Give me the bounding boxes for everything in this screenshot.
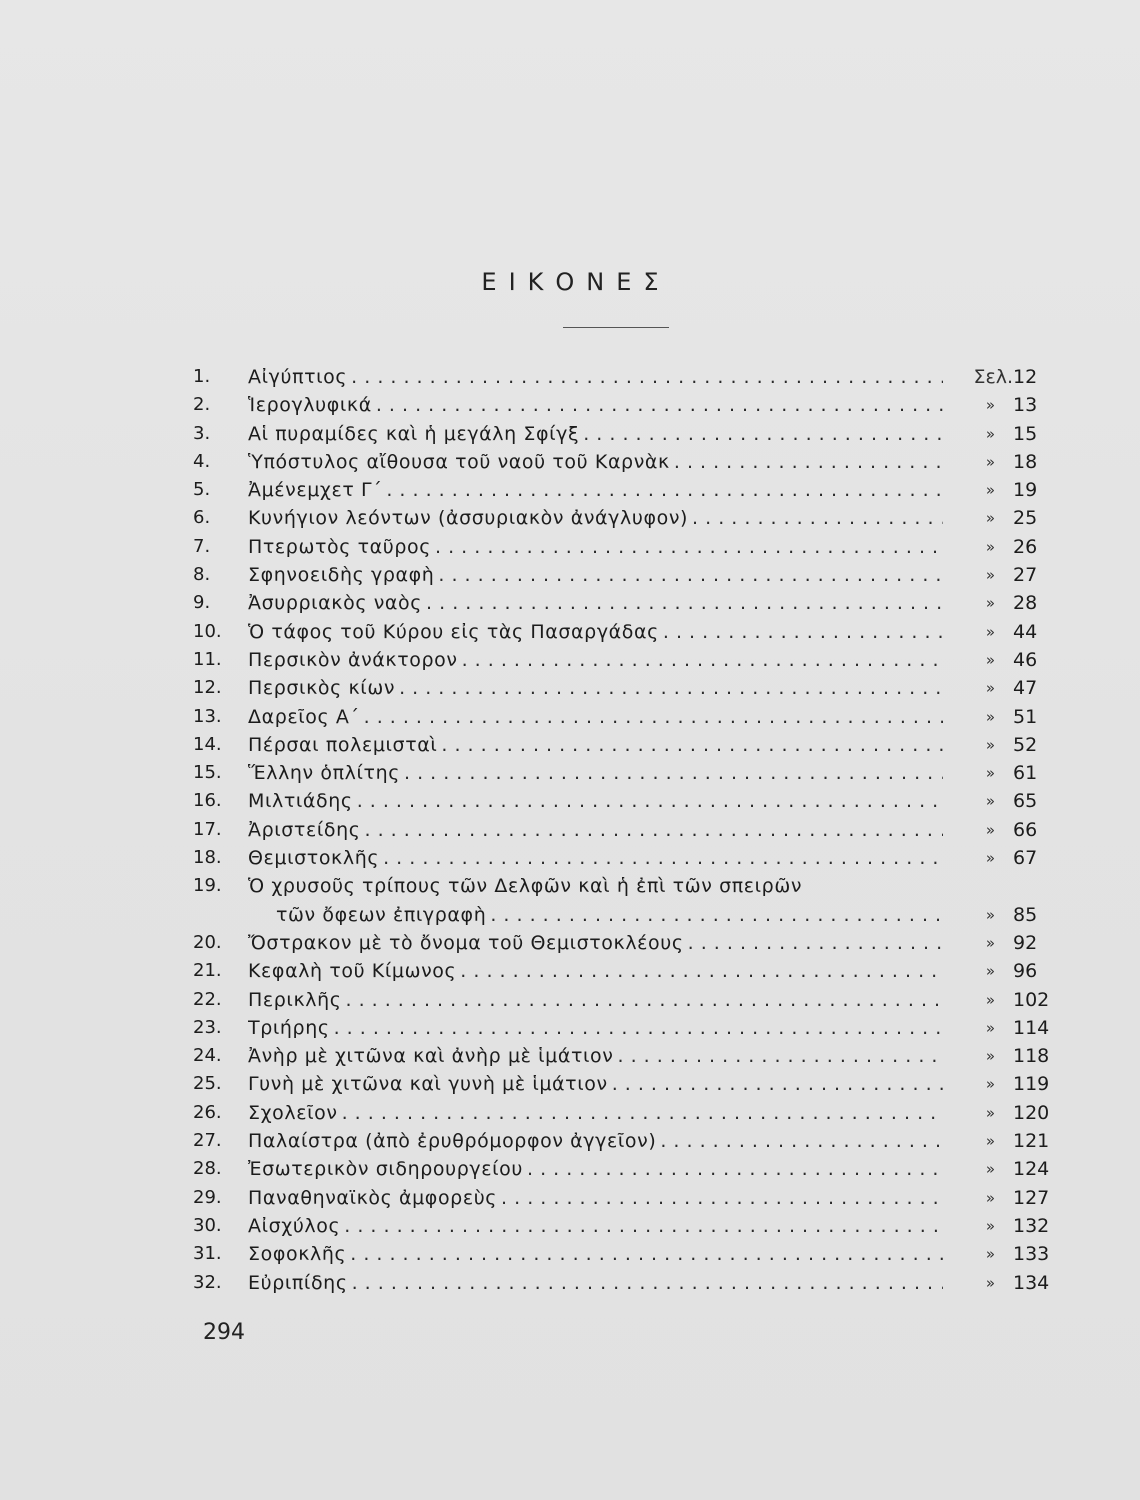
list-item xyxy=(193,1014,1053,1042)
list-item xyxy=(193,1212,1053,1240)
item-number: 18. xyxy=(193,847,222,869)
item-number: 13. xyxy=(193,705,222,727)
list-item xyxy=(193,1184,1053,1212)
item-title: Ἀσυρριακὸς ναὸς xyxy=(248,592,423,615)
item-title: Περσικὸς κίων xyxy=(248,677,396,700)
list-item xyxy=(193,1070,1053,1098)
list-item xyxy=(193,561,1053,589)
ditto-mark: » xyxy=(985,1160,995,1179)
item-page: 120 xyxy=(1013,1101,1050,1124)
leader-dots xyxy=(460,957,943,985)
item-number: 3. xyxy=(193,422,211,444)
item-page: 121 xyxy=(1013,1130,1050,1153)
item-page: 85 xyxy=(1013,903,1038,926)
ditto-mark: » xyxy=(985,396,995,415)
title-rule xyxy=(563,327,669,328)
item-page: 119 xyxy=(1013,1073,1050,1096)
leader-dots xyxy=(612,1070,943,1098)
item-number: 25. xyxy=(193,1073,222,1095)
ditto-mark: » xyxy=(985,707,995,726)
item-title: Ἕλλην ὁπλίτης xyxy=(248,762,400,785)
item-page: 102 xyxy=(1013,988,1050,1011)
ditto-mark: » xyxy=(985,1273,995,1292)
ditto-mark: » xyxy=(985,735,995,754)
item-title: Θεμιστοκλῆς xyxy=(248,847,380,870)
leader-dots xyxy=(334,1014,943,1042)
item-title: Σχολεῖον xyxy=(248,1101,338,1124)
list-item xyxy=(193,1042,1053,1070)
item-page: 127 xyxy=(1013,1186,1050,1209)
leader-dots xyxy=(350,1240,943,1268)
ditto-mark: » xyxy=(985,452,995,471)
item-page: 28 xyxy=(1013,592,1038,615)
item-page: 124 xyxy=(1013,1158,1050,1181)
list-item xyxy=(193,1269,1053,1297)
item-page: 96 xyxy=(1013,960,1038,983)
item-number: 1. xyxy=(193,366,211,387)
leader-dots xyxy=(351,363,943,391)
item-number: 6. xyxy=(193,507,211,529)
item-title: Ἐσωτερικὸν σιδηρουργείου xyxy=(248,1158,523,1181)
ditto-mark: » xyxy=(985,679,995,698)
item-number: 9. xyxy=(193,592,211,614)
list-item xyxy=(193,787,1053,815)
list-item xyxy=(193,957,1053,985)
item-page: 19 xyxy=(1013,479,1038,502)
item-page: 47 xyxy=(1013,677,1038,700)
item-title: Δαρεῖος Α΄ xyxy=(248,705,360,728)
ditto-mark: » xyxy=(985,481,995,500)
item-title: Ἀμένεμχετ Γ΄ xyxy=(248,479,383,502)
list-item xyxy=(193,533,1053,561)
list-item xyxy=(193,1099,1053,1127)
item-page: 65 xyxy=(1013,790,1038,813)
item-page: 52 xyxy=(1013,733,1038,756)
item-number: 21. xyxy=(193,960,222,982)
list-item xyxy=(193,674,1053,702)
leader-dots xyxy=(490,901,943,929)
item-title: Κεφαλὴ τοῦ Κίμωνος xyxy=(248,960,457,983)
item-title: Παναθηναϊκὸς ἀμφορεὺς xyxy=(248,1186,498,1209)
item-title: Πέρσαι πολεμισταὶ xyxy=(248,733,438,756)
item-title: Τριήρης xyxy=(248,1016,330,1039)
item-page: 26 xyxy=(1013,535,1038,558)
list-item xyxy=(193,618,1053,646)
list-item xyxy=(193,420,1053,448)
leader-dots xyxy=(618,1042,944,1070)
item-number: 8. xyxy=(193,564,211,586)
item-number: 23. xyxy=(193,1016,222,1038)
item-number: 16. xyxy=(193,790,222,812)
item-number: 4. xyxy=(193,450,211,472)
list-item xyxy=(193,391,1053,419)
leader-dots xyxy=(365,816,944,844)
leader-dots xyxy=(357,787,943,815)
item-number: 32. xyxy=(193,1271,222,1293)
ditto-mark: » xyxy=(985,792,995,811)
list-item xyxy=(193,986,1053,1014)
ditto-mark: » xyxy=(985,962,995,981)
item-title: Ἱερογλυφικά xyxy=(248,394,372,417)
leader-dots xyxy=(364,703,943,731)
list-item xyxy=(193,504,1053,532)
item-title: Μιλτιάδης xyxy=(248,790,353,813)
list-item xyxy=(193,759,1053,787)
list-item xyxy=(193,363,1053,391)
leader-dots xyxy=(674,448,943,476)
item-page: 15 xyxy=(1013,422,1038,445)
leader-dots xyxy=(352,1269,943,1297)
list-item xyxy=(193,1155,1053,1183)
leader-dots xyxy=(462,646,943,674)
item-title: Εὐριπίδης xyxy=(248,1271,348,1294)
ditto-mark: » xyxy=(985,933,995,952)
ditto-mark: » xyxy=(985,1216,995,1235)
list-item xyxy=(193,844,1053,872)
ditto-mark: » xyxy=(985,1245,995,1264)
ditto-mark: » xyxy=(985,424,995,443)
item-page: 27 xyxy=(1013,564,1038,587)
item-title: τῶν ὄφεων ἐπιγραφὴ xyxy=(276,903,487,926)
leader-dots xyxy=(527,1155,943,1183)
item-page: 133 xyxy=(1013,1243,1050,1266)
page-number: 294 xyxy=(203,1320,245,1345)
leader-dots xyxy=(688,929,943,957)
leader-dots xyxy=(383,844,943,872)
item-number: 30. xyxy=(193,1214,222,1236)
item-title: Γυνὴ μὲ χιτῶνα καὶ γυνὴ μὲ ἱμάτιον xyxy=(248,1073,608,1096)
item-title: Αἱ πυραμίδες καὶ ἡ μεγάλη Σφίγξ xyxy=(248,422,580,445)
leader-dots xyxy=(692,504,943,532)
ditto-mark: » xyxy=(985,990,995,1009)
list-item xyxy=(193,448,1053,476)
item-number: 5. xyxy=(193,479,211,501)
list-item xyxy=(193,872,1053,929)
list-item xyxy=(193,1127,1053,1155)
leader-dots xyxy=(583,420,943,448)
list-item xyxy=(193,476,1053,504)
item-page: 134 xyxy=(1013,1271,1050,1294)
item-title: Ὁ τάφος τοῦ Κύρου εἰς τὰς Πασαργάδας xyxy=(248,620,659,643)
ditto-mark: » xyxy=(985,820,995,839)
ditto-mark: » xyxy=(985,509,995,528)
ditto-mark: » xyxy=(985,1132,995,1151)
item-number: 31. xyxy=(193,1243,222,1265)
item-number: 14. xyxy=(193,733,222,755)
item-number: 10. xyxy=(193,620,222,642)
item-title: Σοφοκλῆς xyxy=(248,1243,347,1266)
item-number: 11. xyxy=(193,648,222,670)
item-number: 29. xyxy=(193,1186,222,1208)
leader-dots xyxy=(344,1212,943,1240)
item-title: Περικλῆς xyxy=(248,988,342,1011)
leader-dots xyxy=(386,476,943,504)
leader-dots xyxy=(435,533,943,561)
leader-dots xyxy=(426,589,943,617)
item-page: 46 xyxy=(1013,648,1038,671)
ditto-mark: » xyxy=(985,650,995,669)
ditto-mark: » xyxy=(985,622,995,641)
leader-dots xyxy=(342,1099,943,1127)
ditto-mark: » xyxy=(985,537,995,556)
item-page: 67 xyxy=(1013,847,1038,870)
ditto-mark: » xyxy=(985,764,995,783)
leader-dots xyxy=(441,731,943,759)
leader-dots xyxy=(376,391,943,419)
list-item xyxy=(193,1240,1053,1268)
item-page: 61 xyxy=(1013,762,1038,785)
ditto-mark: » xyxy=(985,566,995,585)
leader-dots xyxy=(345,986,943,1014)
item-title: Ἀριστείδης xyxy=(248,818,361,841)
page-abbrev: Σελ. xyxy=(973,366,1013,388)
list-item xyxy=(193,929,1053,957)
item-number: 7. xyxy=(193,535,211,557)
item-title: Κυνήγιον λεόντων (ἀσσυριακὸν ἀνάγλυφον) xyxy=(248,507,689,530)
item-title: Πτερωτὸς ταῦρος xyxy=(248,535,432,558)
item-title: Παλαίστρα (ἀπὸ ἐρυθρόμορφον ἀγγεῖον) xyxy=(248,1130,657,1153)
item-title: Ὁ χρυσοῦς τρίπους τῶν Δελφῶν καὶ ἡ ἐπὶ τῶν σπειρῶν xyxy=(248,875,803,898)
leader-dots xyxy=(438,561,943,589)
list-item xyxy=(193,731,1053,759)
illustrations-list xyxy=(193,363,1053,1297)
item-number: 2. xyxy=(193,394,211,416)
item-page: 92 xyxy=(1013,931,1038,954)
item-number: 19. xyxy=(193,875,222,897)
ditto-mark: » xyxy=(985,1188,995,1207)
item-number: 12. xyxy=(193,677,222,699)
item-title: Σφηνοειδὴς γραφὴ xyxy=(248,564,435,587)
item-number: 26. xyxy=(193,1101,222,1123)
list-item xyxy=(193,703,1053,731)
item-page: 12 xyxy=(1013,366,1038,388)
ditto-mark: » xyxy=(985,1103,995,1122)
leader-dots xyxy=(663,618,943,646)
page-title: ΕΙΚΟΝΕΣ xyxy=(481,268,671,296)
item-number: 24. xyxy=(193,1045,222,1067)
leader-dots xyxy=(404,759,943,787)
item-page: 51 xyxy=(1013,705,1038,728)
list-item xyxy=(193,646,1053,674)
ditto-mark: » xyxy=(985,1018,995,1037)
item-number: 22. xyxy=(193,988,222,1010)
ditto-mark: » xyxy=(985,594,995,613)
item-page: 66 xyxy=(1013,818,1038,841)
item-page: 18 xyxy=(1013,450,1038,473)
ditto-mark: » xyxy=(985,1075,995,1094)
leader-dots xyxy=(501,1184,943,1212)
item-number: 15. xyxy=(193,762,222,784)
item-title: Αἰσχύλος xyxy=(248,1214,341,1237)
item-page: 114 xyxy=(1013,1016,1050,1039)
item-number: 27. xyxy=(193,1130,222,1152)
ditto-mark: » xyxy=(985,1047,995,1066)
item-number: 17. xyxy=(193,818,222,840)
ditto-mark: » xyxy=(985,905,995,924)
item-title: Αἰγύπτιος xyxy=(248,366,348,388)
item-title: Ὄστρακον μὲ τὸ ὄνομα τοῦ Θεμιστοκλέους xyxy=(248,931,684,954)
item-title: Περσικὸν ἀνάκτορον xyxy=(248,648,458,671)
item-page: 13 xyxy=(1013,394,1038,417)
leader-dots xyxy=(660,1127,943,1155)
item-page: 132 xyxy=(1013,1214,1050,1237)
item-title: Ὑπόστυλος αἴθουσα τοῦ ναοῦ τοῦ Καρνὰκ xyxy=(248,450,670,473)
list-item xyxy=(193,589,1053,617)
item-number: 20. xyxy=(193,931,222,953)
item-title: Ἀνὴρ μὲ χιτῶνα καὶ ἀνὴρ μὲ ἱμάτιον xyxy=(248,1045,614,1068)
item-number: 28. xyxy=(193,1158,222,1180)
ditto-mark: » xyxy=(985,849,995,868)
item-page: 44 xyxy=(1013,620,1038,643)
item-page: 118 xyxy=(1013,1045,1050,1068)
leader-dots xyxy=(399,674,943,702)
item-page: 25 xyxy=(1013,507,1038,530)
list-item xyxy=(193,816,1053,844)
